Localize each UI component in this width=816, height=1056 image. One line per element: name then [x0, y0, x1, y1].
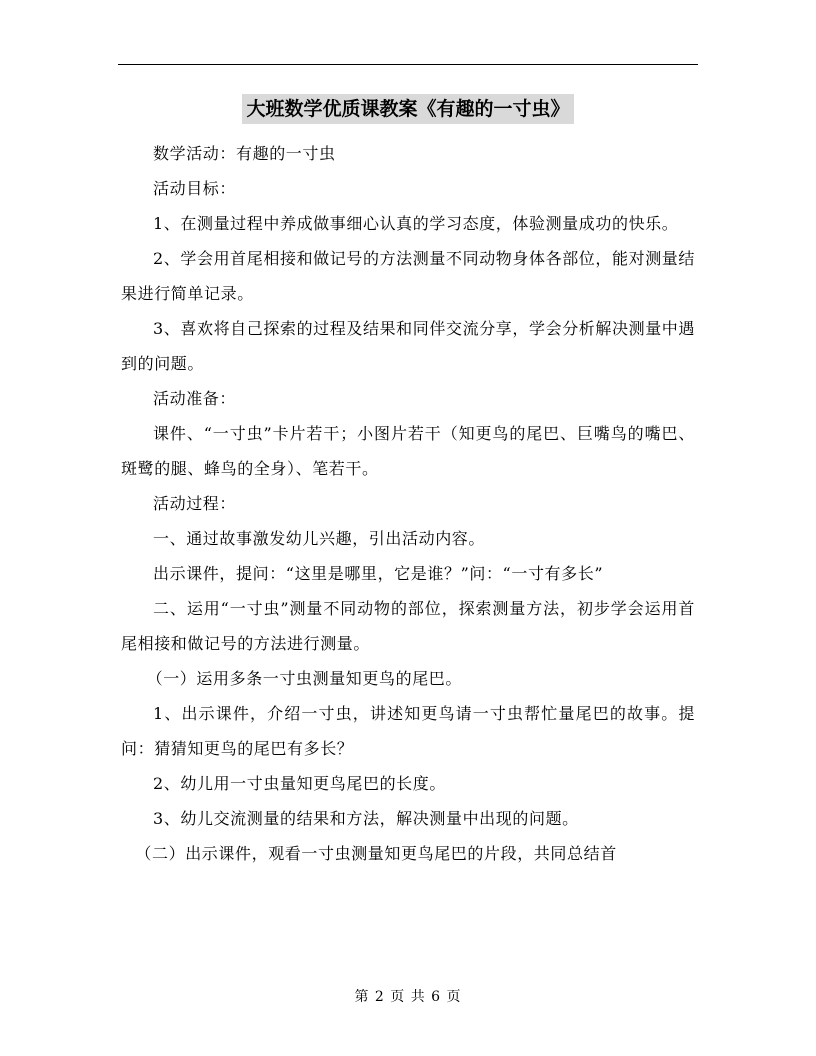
process-step: 2、幼儿用一寸虫量知更鸟尾巴的长度。 [153, 774, 446, 793]
goal-item: 3、喜欢将自己探索的过程及结果和同伴交流分享，学会分析解决测量中遇到的问题。 [121, 319, 695, 373]
page-number: 第 2 页 共 6 页 [354, 989, 462, 1005]
process-step: 二、运用“一寸虫”测量不同动物的部位，探索测量方法，初步学会运用首尾相接和做记号的方法进行测量。 [121, 599, 695, 653]
heading-goals: 活动目标： [153, 179, 237, 198]
process-substep: （一）运用多条一寸虫测量知更鸟的尾巴。 [146, 669, 462, 688]
process-substep: （二）出示课件，观看一寸虫测量知更鸟尾巴的片段，共同总结首 [135, 844, 617, 863]
heading-process: 活动过程： [153, 494, 237, 513]
document-body [121, 136, 695, 871]
heading-preparation: 活动准备： [153, 389, 237, 408]
document-title: 大班数学优质课教案《有趣的一寸虫》 [242, 94, 573, 124]
paragraph-subject: 数学活动：有趣的一寸虫 [153, 144, 336, 163]
process-step: 一、通过故事激发幼儿兴趣，引出活动内容。 [153, 529, 486, 548]
goal-item: 2、学会用首尾相接和做记号的方法测量不同动物身体各部位，能对测量结果进行简单记录。 [121, 249, 695, 303]
process-step: 1、出示课件，介绍一寸虫，讲述知更鸟请一寸虫帮忙量尾巴的故事。提问：猜猜知更鸟的尾巴有多长？ [121, 704, 695, 758]
preparation-text: 课件、“一寸虫”卡片若干；小图片若干（知更鸟的尾巴、巨嘴鸟的嘴巴、斑鹭的腿、蜂鸟的全身）、笔若干。 [121, 424, 695, 478]
process-step: 3、幼儿交流测量的结果和方法，解决测量中出现的问题。 [153, 809, 579, 828]
header-rule [118, 64, 698, 65]
process-step: 出示课件，提问：“这里是哪里，它是谁？”问：“一寸有多长” [153, 564, 604, 583]
title-container [0, 94, 816, 124]
goal-item: 1、在测量过程中养成做事细心认真的学习态度，体验测量成功的快乐。 [153, 214, 679, 233]
